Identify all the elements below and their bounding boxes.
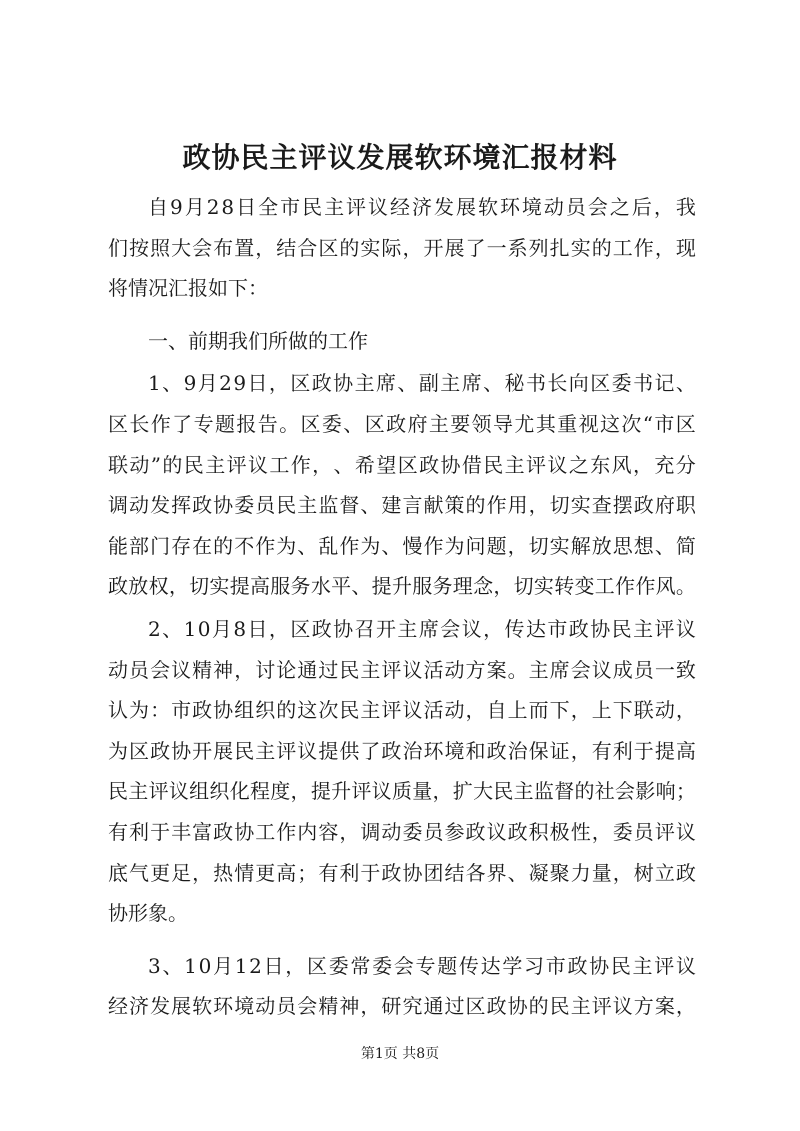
text-line: 3 、 1 0 月 1 2 日 ， 区 委 常 委 会 专 题 传 达 学 习 市 政 协 民 主 评 议 — [148, 953, 696, 978]
text-line: 们 按 照 大 会 布 置 ， 结 合 区 的 实 际 ， 开 展 了 一 系 列 扎 实 的 工 作 ， 现 — [108, 235, 696, 260]
text-line: 经 济 发 展 软 环 境 动 员 会 精 神 ， 研 究 通 过 区 政 协 的 民 主 评 议 方 案 ， — [108, 994, 696, 1019]
text-line: 底 气 更 足 ， 热 情 更 高 ； 有 利 于 政 协 团 结 各 界 、 凝 聚 力 量 ， 树 立 政 — [108, 860, 696, 885]
page-number-footer: 第1页 共8页 — [360, 1046, 440, 1062]
text-line: 调 动 发 挥 政 协 委 员 民 主 监 督 、 建 言 献 策 的 作 用 ， 切 实 查 摆 政 府 职 — [108, 493, 696, 518]
document-body — [108, 187, 696, 1027]
text-line: 1 、 9 月 2 9 日 ， 区 政 协 主 席 、 副 主 席 、 秘 书 长 向 区 委 书 记 、 — [148, 371, 696, 396]
text-line: 民 主 评 议 组 织 化 程 度 ， 提 升 评 议 质 量 ， 扩 大 民 主 监 督 的 社 会 影 响 ； — [108, 779, 696, 804]
text-line: 2 、 1 0 月 8 日 ， 区 政 协 召 开 主 席 会 议 ， 传 达 市 政 协 民 主 评 议 — [148, 616, 696, 641]
text-line: 协形象。 — [108, 901, 188, 926]
text-line: 政 放 权 ， 切 实 提 高 服 务 水 平 、 提 升 服 务 理 念 ， 切 实 转 变 工 作 作 风 。 — [108, 574, 696, 599]
text-line: 能 部 门 存 在 的 不 作 为 、 乱 作 为 、 慢 作 为 问 题 ， 切 实 解 放 思 想 、 简 — [108, 533, 696, 558]
text-line: 动 员 会 议 精 神 ， 讨 论 通 过 民 主 评 议 活 动 方 案 。 主 席 会 议 成 员 一 致 — [108, 657, 696, 682]
document-title: 政协民主评议发展软环境汇报材料 — [182, 141, 618, 174]
text-line: 联 动 ” 的 民 主 评 议 工 作 ， 、 希 望 区 政 协 借 民 主 评 议 之 东 风 ， 充 分 — [108, 452, 696, 477]
text-line: 为 区 政 协 开 展 民 主 评 议 提 供 了 政 治 环 境 和 政 治 保 证 ， 有 利 于 提 高 — [108, 738, 696, 763]
text-line: 自 9 月 2 8 日 全 市 民 主 评 议 经 济 发 展 软 环 境 动 员 会 之 后 ， 我 — [148, 195, 696, 219]
text-line: 将情况汇报如下： — [108, 276, 268, 301]
section-heading: 一、前期我们所做的工作 — [148, 328, 368, 353]
text-line: 有 利 于 丰 富 政 协 工 作 内 容 ， 调 动 委 员 参 政 议 政 积 极 性 ， 委 员 评 议 — [108, 819, 696, 844]
text-line: 认 为 ： 市 政 协 组 织 的 这 次 民 主 评 议 活 动 ， 自 上 而 下 ， 上 下 联 动 ， — [108, 698, 696, 723]
text-line: 区 长 作 了 专 题 报 告 。 区 委 、 区 政 府 主 要 领 导 尤 其 重 视 这 次 “ 市 区 — [108, 411, 696, 436]
